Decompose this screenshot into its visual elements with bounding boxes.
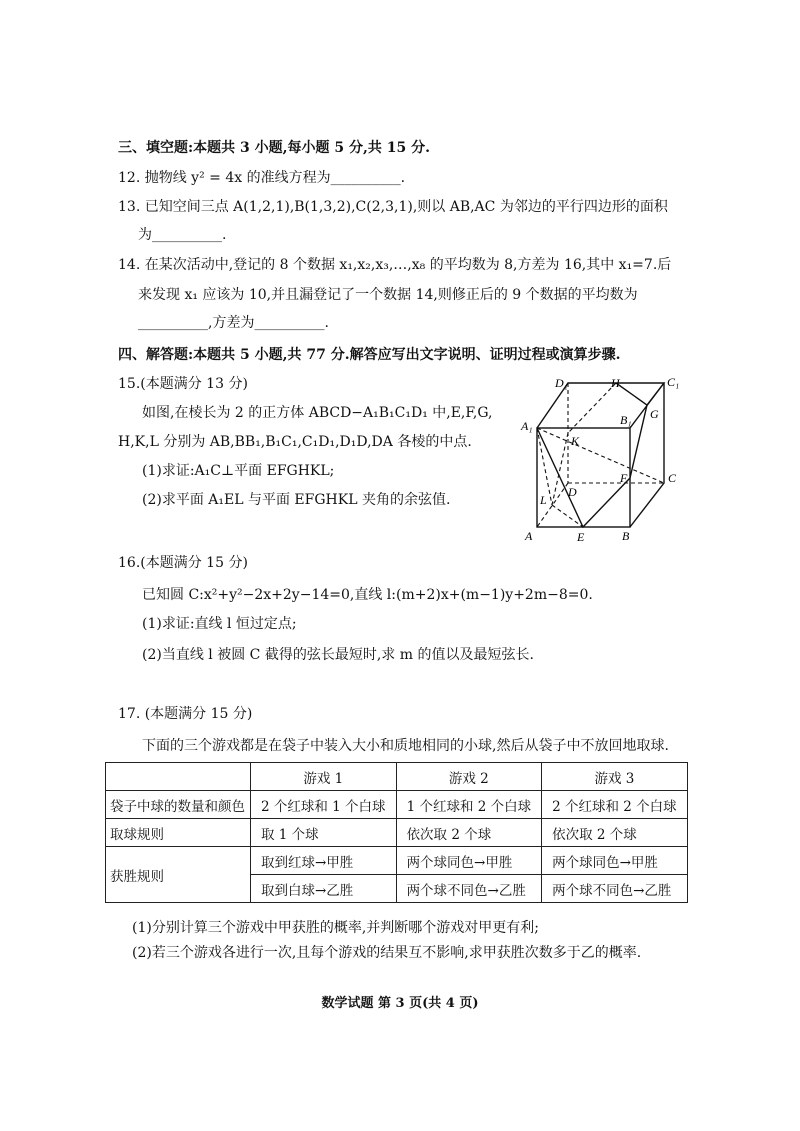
question-16-line1: 已知圆 C:x²+y²−2x+2y−14=0,直线 l:(m+2)x+(m−1)y+2m−8=0. [142,587,593,603]
table-header-game3: 游戏 3 [542,763,688,791]
table-cell: 取到白球→乙胜 [251,875,397,903]
table-cell: 取到红球→甲胜 [251,847,397,875]
label-H: H [611,376,620,390]
table-cell: 两个球不同色→乙胜 [542,875,688,903]
question-15-line1: 如图,在棱长为 2 的正方体 ABCD−A₁B₁C₁D₁ 中,E,F,G, [142,405,493,421]
label-D1: D₁ [555,376,568,390]
table-cell-win-label: 获胜规则 [106,847,251,903]
label-L: L [540,493,547,507]
table-cell: 取 1 个球 [251,819,397,847]
table-cell: 依次取 2 个球 [542,819,688,847]
label-B: B [622,529,630,543]
table-cell: 两个球不同色→乙胜 [396,875,542,903]
section4-heading: 四、解答题:本题共 5 小题,共 77 分.解答应写出文字说明、证明过程或演算步骤. [118,347,621,363]
question-13-line1: 13. 已知空间三点 A(1,2,1),B(1,3,2),C(2,3,1),则以 AB,AC 为邻边的平行四边形的面积 [118,199,668,215]
question-17-part2: (2)若三个游戏各进行一次,且每个游戏的结果互不影响,求甲获胜次数多于乙的概率. [132,945,642,961]
question-15-part1: (1)求证:A₁C⊥平面 EFGHKL; [142,463,335,479]
label-G: G [650,407,659,421]
question-15-part2: (2)求平面 A₁EL 与平面 EFGHKL 夹角的余弦值. [142,492,451,508]
label-E: E [577,530,585,544]
question-16-part2: (2)当直线 l 被圆 C 截得的弦长最短时,求 m 的值以及最短弦长. [142,647,534,663]
question-13-line2: 为__________. [138,227,227,243]
label-C: C [668,471,677,485]
table-header-game2: 游戏 2 [396,763,542,791]
question-17-part1: (1)分别计算三个游戏中甲获胜的概率,并判断哪个游戏对甲更有利; [132,920,539,936]
label-F: F [620,471,628,485]
question-17-title: 17. (本题满分 15 分) [118,706,253,722]
table-cell: 两个球同色→甲胜 [542,847,688,875]
question-14-line3: __________,方差为__________. [138,315,329,331]
table-cell: 依次取 2 个球 [396,819,542,847]
table-row [106,847,688,875]
label-D: D [568,485,577,499]
table-cell: 袋子中球的数量和颜色 [106,791,251,819]
table-cell: 2 个红球和 1 个白球 [251,791,397,819]
label-A: A [525,529,533,543]
games-table [105,762,688,903]
label-A1: A₁ [521,419,533,433]
table-cell: 两个球同色→甲胜 [396,847,542,875]
table-cell: 1 个红球和 2 个白球 [396,791,542,819]
question-16-title: 16.(本题满分 15 分) [118,555,248,571]
question-15-title: 15.(本题满分 13 分) [118,376,248,392]
table-header-row [106,763,688,791]
section3-heading: 三、填空题:本题共 3 小题,每小题 5 分,共 15 分. [118,140,430,156]
table-header-game1: 游戏 1 [251,763,397,791]
table-cell: 取球规则 [106,819,251,847]
label-C1: C₁ [667,375,680,389]
question-17-line1: 下面的三个游戏都是在袋子中装入大小和质地相同的小球,然后从袋子中不放回地取球. [142,738,669,754]
table-header-empty [106,763,251,791]
label-B1: B₁ [620,413,632,427]
question-14-line1: 14. 在某次活动中,登记的 8 个数据 x₁,x₂,x₃,…,x₈ 的平均数为 8,方差为 16,其中 x₁=7.后 [118,257,672,273]
question-14-line2: 来发现 x₁ 应该为 10,并且漏登记了一个数据 14,则修正后的 9 个数据的平均数为 [138,287,638,303]
question-12: 12. 抛物线 y² = 4x 的准线方程为__________. [118,170,406,186]
label-K: K [571,434,580,448]
page-footer: 数学试题 第 3 页(共 4 页) [321,996,479,1011]
cube-figure [500,370,690,550]
table-row [106,819,688,847]
question-16-part1: (1)求证:直线 l 恒过定点; [142,616,297,632]
table-cell: 2 个红球和 2 个白球 [542,791,688,819]
table-row [106,791,688,819]
question-15-line2: H,K,L 分别为 AB,BB₁,B₁C₁,C₁D₁,D₁D,DA 各棱的中点. [118,434,472,450]
